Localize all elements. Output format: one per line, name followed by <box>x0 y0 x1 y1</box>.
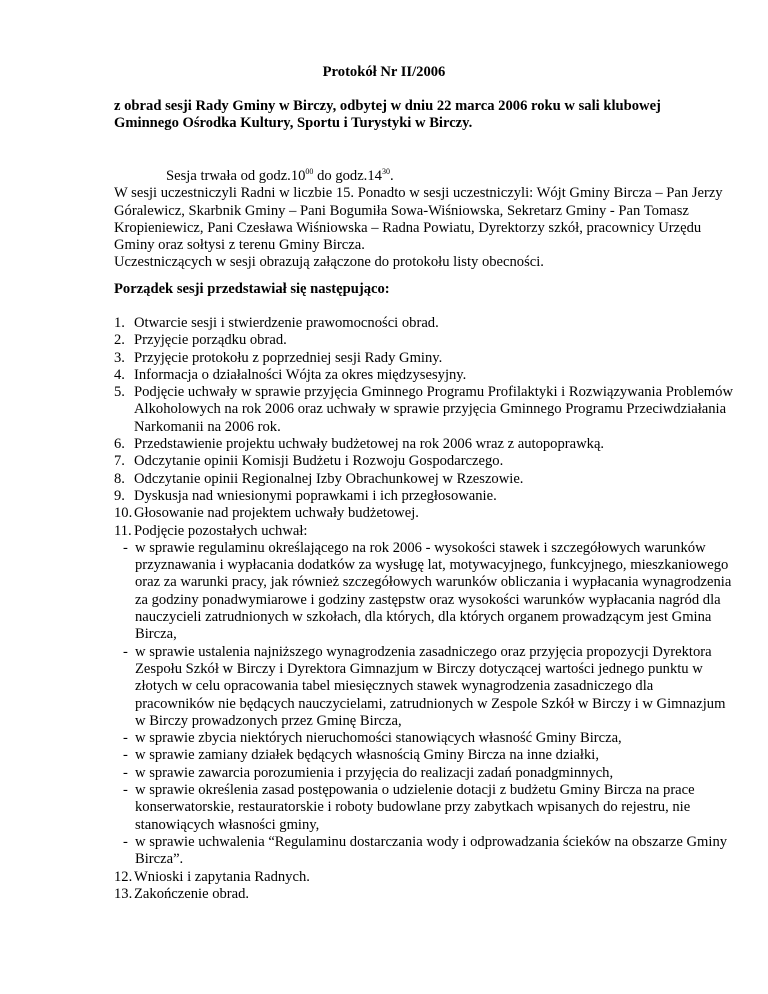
document-subtitle: z obrad sesji Rady Gminy w Birczy, odbytej w dniu 22 marca 2006 roku w sali klubowej Gminnego Ośrodka Kultury, Sportu i Turystyki w Birczy. <box>114 98 661 132</box>
agenda-item-number: 6. <box>114 436 125 453</box>
resolution-dash: - <box>123 764 128 781</box>
agenda-item-text: Przyjęcie porządku obrad. <box>134 332 287 349</box>
agenda-item-text: Dyskusja nad wniesionymi poprawkami i ich przegłosowanie. <box>134 487 497 504</box>
agenda-item-number: 2. <box>114 332 125 349</box>
resolution-item <box>123 540 734 644</box>
resolution-dash: - <box>123 730 128 747</box>
agenda-item-text: Podjęcie pozostałych uchwał: <box>134 522 308 539</box>
resolution-item <box>123 834 734 869</box>
agenda-item <box>114 505 734 522</box>
agenda-item-number: 4. <box>114 366 125 383</box>
intro-section <box>114 168 734 272</box>
agenda-item-text: Otwarcie sesji i stwierdzenie prawomocności obrad. <box>134 315 439 331</box>
agenda-item-text: Odczytanie opinii Regionalnej Izby Obrachunkowej w Rzeszowie. <box>134 470 524 487</box>
resolution-item <box>123 782 734 834</box>
resolution-text: w sprawie zbycia niektórych nieruchomości stanowiących własność Gminy Bircza, <box>135 730 622 747</box>
agenda-item <box>114 350 734 367</box>
resolution-item <box>123 765 734 782</box>
agenda-item-text: Przedstawienie projektu uchwały budżetowej na rok 2006 wraz z autopoprawką. <box>134 436 605 453</box>
session-time <box>114 168 734 185</box>
agenda-heading: Porządek sesji przedstawiał się następująco: <box>114 281 390 297</box>
agenda-item-text: Wnioski i zapytania Radnych. <box>134 868 310 885</box>
agenda-item <box>114 488 734 505</box>
resolution-dash: - <box>123 833 128 850</box>
resolution-dash: - <box>123 643 128 660</box>
agenda-item <box>114 523 734 540</box>
agenda-item-number: 12. <box>114 868 133 885</box>
session-end-minutes: 30 <box>381 167 390 177</box>
resolution-dash: - <box>123 782 128 799</box>
resolution-item <box>123 747 734 764</box>
agenda-item-number: 1. <box>114 315 125 331</box>
resolutions-sublist <box>114 540 734 869</box>
agenda-item-number: 11. <box>114 522 132 539</box>
agenda-item-text: Odczytanie opinii Komisji Budżetu i Rozwoju Gospodarczego. <box>134 453 504 470</box>
agenda-item <box>114 886 734 903</box>
agenda-item-number: 9. <box>114 487 125 504</box>
agenda-item <box>114 471 734 488</box>
agenda-item <box>114 367 734 384</box>
agenda-item-text: Informacja o działalności Wójta za okres międzysesyjny. <box>134 366 467 383</box>
agenda-item <box>114 332 734 349</box>
resolution-text: w sprawie zawarcia porozumienia i przyjęcia do realizacji zadań ponadgminnych, <box>135 764 614 781</box>
resolution-text: w sprawie ustalenia najniższego wynagrodzenia zasadniczego oraz przyjęcia propozycji Dyrektora Zespołu Szkół w Birczy i Dyrektora Gimnazjum w Birczy dotyczącej wartości jednego punktu w złotych w celu opracowania tabel miesięcznych stawek wynagrodzenia zasadniczego dla pracowników nie będących nauczycielami, zatrudnionych w Zespole Szkół w Birczy i w Gimnazjum w Birczy prowadzonych przez Gminę Bircza, <box>135 643 726 729</box>
resolution-text: w sprawie regulaminu określającego na rok 2006 - wysokości stawek i szczegółowych warunków przyznawania i wypłacania dodatków za wysługę lat, motywacyjnego, funkcyjnego, mieszkaniowego oraz za warunki pracy, jak również szczegółowych warunków obliczania i wypłacania wynagrodzenia za godziny ponadwymiarowe i godziny zastępstw oraz wysokości warunków wypłacania nagród dla nauczycieli zatrudnionych w szkołach, dla których, dla których organem prowadzącym jest Gmina Bircza, <box>135 539 732 643</box>
resolution-text: w sprawie uchwalenia “Regulaminu dostarczania wody i odprowadzania ścieków na obszarze Gminy Bircza”. <box>135 833 728 868</box>
resolution-item <box>123 644 734 730</box>
agenda-item-number: 13. <box>114 885 133 902</box>
agenda-item <box>114 384 734 436</box>
agenda-item-number: 7. <box>114 453 125 470</box>
session-start-minutes: 00 <box>305 167 314 177</box>
resolution-text: w sprawie określenia zasad postępowania o udzielenie dotacji z budżetu Gminy Bircza na prace konserwatorskie, restauratorskie i roboty budowlane przy zabytkach wpisanych do rejestru, nie stanowiących własności gminy, <box>135 782 695 833</box>
agenda-list <box>114 315 734 903</box>
agenda-item-text: Podjęcie uchwały w sprawie przyjęcia Gminnego Programu Profilaktyki i Rozwiązywania Problemów Alkoholowych na rok 2006 oraz uchwały w sprawie przyjęcia Gminnego Programu Przeciwdziałania Narkomanii na 2006 rok. <box>134 384 733 435</box>
agenda-item <box>114 436 734 453</box>
session-time-middle: do godz.14 <box>313 168 382 184</box>
session-time-suffix: . <box>389 168 394 184</box>
agenda-item <box>114 453 734 470</box>
resolution-dash: - <box>123 539 128 556</box>
agenda-item-text: Głosowanie nad projektem uchwały budżetowej. <box>134 505 419 522</box>
agenda-item-number: 10. <box>114 505 133 522</box>
agenda-item-number: 8. <box>114 470 125 487</box>
agenda-item-text: Zakończenie obrad. <box>134 885 250 902</box>
resolution-text: w sprawie zamiany działek będących własnością Gminy Bircza na inne działki, <box>135 747 599 764</box>
agenda-item-text: Przyjęcie protokołu z poprzedniej sesji Rady Gminy. <box>134 349 443 366</box>
agenda-item-number: 5. <box>114 384 125 401</box>
attendance-paragraph: W sesji uczestniczyli Radni w liczbie 15. Ponadto w sesji uczestniczyli: Wójt Gminy Bircza – Pan Jerzy Góralewicz, Skarbnik Gminy – Pani Bogumiła Sowa-Wiśniowska, Sekretarz Gminy - Pan Tomasz Kropieniewicz, Pani Czesława Wiśniowska – Radna Powiatu, Dyrektorzy szkół, pracownicy Urzędu Gminy oraz sołtysi z terenu Gminy Bircza. <box>114 185 723 254</box>
agenda-item <box>114 315 734 332</box>
session-time-prefix: Sesja trwała od godz.10 <box>166 168 306 184</box>
agenda-item-number: 3. <box>114 349 125 366</box>
attendance-note: Uczestniczących w sesji obrazują załączone do protokołu listy obecności. <box>114 254 544 271</box>
agenda-item <box>114 869 734 886</box>
resolution-dash: - <box>123 747 128 764</box>
document-title: Protokół Nr II/2006 <box>322 64 446 80</box>
resolution-item <box>123 730 734 747</box>
